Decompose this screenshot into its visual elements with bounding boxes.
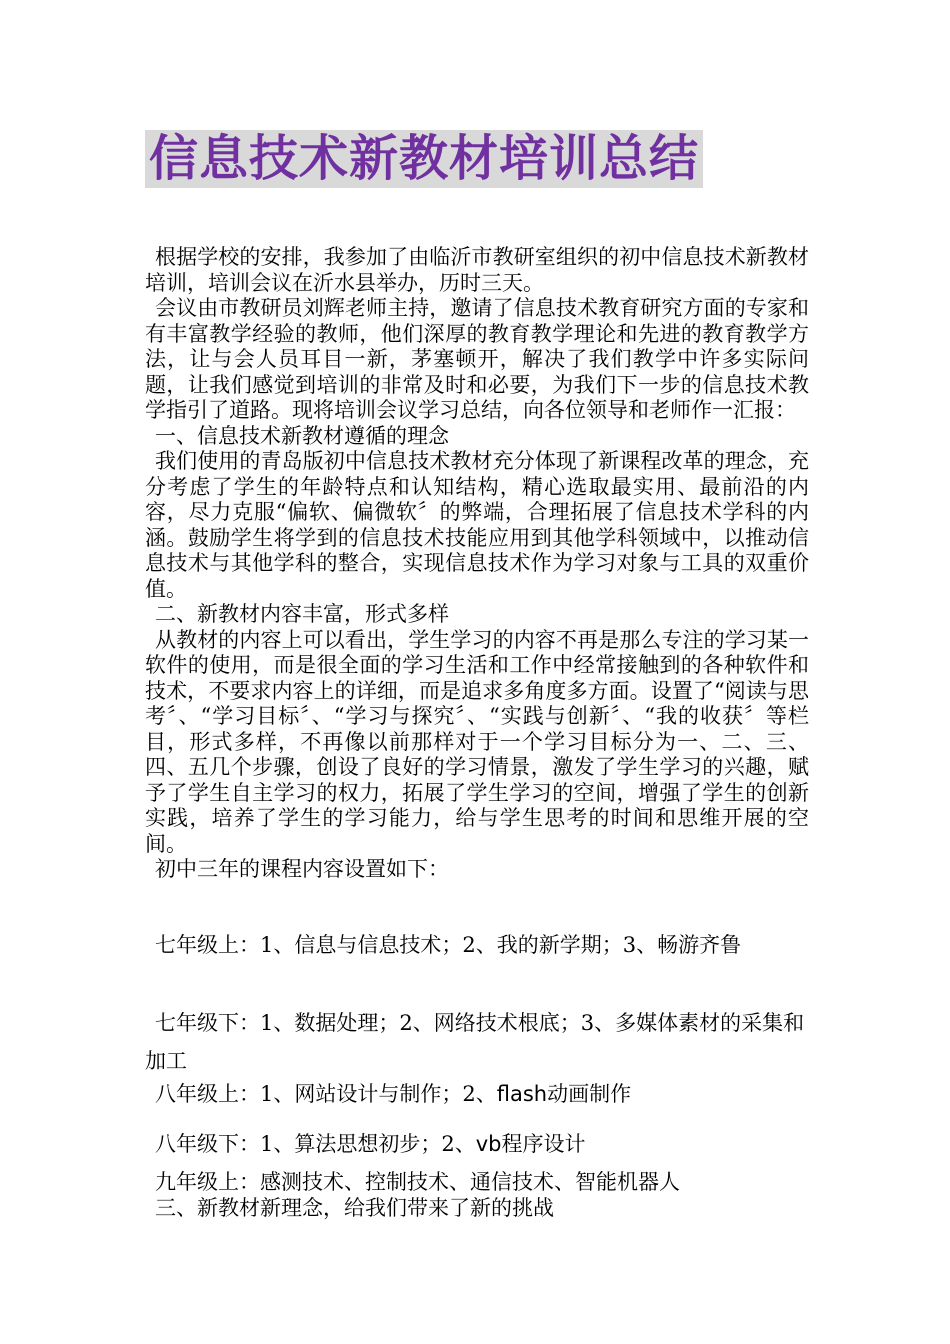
section-heading-1: 一、信息技术新教材遵循的理念 — [155, 423, 449, 448]
grade-7-first-term: 七年级上：1、信息与信息技术；2、我的新学期；3、畅游齐鲁 — [155, 933, 742, 957]
document-body — [145, 245, 809, 883]
grade-7-second-term: 七年级下：1、数据处理；2、网络技术根底；3、多媒体素材的采集和加工 — [145, 1011, 805, 1073]
grade-8-first-term-rest: 动画制作 — [547, 1082, 632, 1106]
paragraph-meeting: 会议由市教研员刘辉老师主持，邀请了信息技术教育研究方面的专家和有丰富教学经验的教师，他们深厚的教育教学理论和先进的教育教学方法，让与会人员耳目一新，茅塞顿开，解决了我们教学中许多实际问题，让我们感觉到培训的非常及时和必要，为我们下一步的信息技术教学指引了道路。现将培训会议学习总结，向各位领导和老师作一汇报： — [145, 296, 809, 422]
grade-8-second-term-rest: 程序设计 — [501, 1132, 586, 1156]
grade-8-second-term-text: 八年级下：1、算法思想初步；2、 — [155, 1132, 476, 1156]
grade-8-second-term-vb: vb — [475, 1132, 502, 1156]
section-heading-3: 三、新教材新理念，给我们带来了新的挑战 — [155, 1196, 554, 1220]
grade-8-second-term — [145, 1125, 809, 1163]
paragraph-philosophy: 我们使用的青岛版初中信息技术教材充分体现了新课程改革的理念，充分考虑了学生的年龄特点和认知结构，精心选取最实用、最前沿的内容，尽力克服“偏软、偏微软〞的弊端，合理拓展了信息技术学科的内涵。鼓励学生将学到的信息技术技能应用到其他学科领域中，以推动信息技术与其他学科的整合，实现信息技术作为学习对象与工具的双重价值。 — [145, 449, 809, 601]
grade-8-first-term — [145, 1075, 809, 1113]
grade-8-first-term-flash: flash — [496, 1082, 548, 1106]
paragraph-intro: 根据学校的安排，我参加了由临沂市教研室组织的初中信息技术新教材培训，培训会议在沂水县举办，历时三天。 — [145, 245, 809, 295]
grade-9-first-term: 九年级上：感测技术、控制技术、通信技术、智能机器人 — [155, 1170, 680, 1194]
paragraph-content: 从教材的内容上可以看出，学生学习的内容不再是那么专注的学习某一软件的使用，而是很全面的学习生活和工作中经常接触到的各种软件和技术，不要求内容上的详细，而是追求多角度多方面。设置了“阅读与思考〞、“学习目标〞、“学习与探究〞、“实践与创新〞、“我的收获〞等栏目，形式多样，不再像以前那样对于一个学习目标分为一、二、三、四、五几个步骤，创设了良好的学习情景，激发了学生学习的兴趣，赋予了学生自主学习的权力，拓展了学生学习的空间，增强了学生的创新实践，培养了学生的学习能力，给与学生思考的时间和思维开展的空间。 — [145, 627, 809, 856]
title-highlight — [145, 130, 703, 188]
document-title: 信息技术新教材培训总结 — [149, 130, 700, 187]
grade-8-first-term-text: 八年级上：1、网站设计与制作；2、 — [155, 1082, 497, 1106]
paragraph-curriculum-intro: 初中三年的课程内容设置如下： — [155, 857, 449, 881]
section-heading-2: 二、新教材内容丰富，形式多样 — [155, 602, 449, 626]
